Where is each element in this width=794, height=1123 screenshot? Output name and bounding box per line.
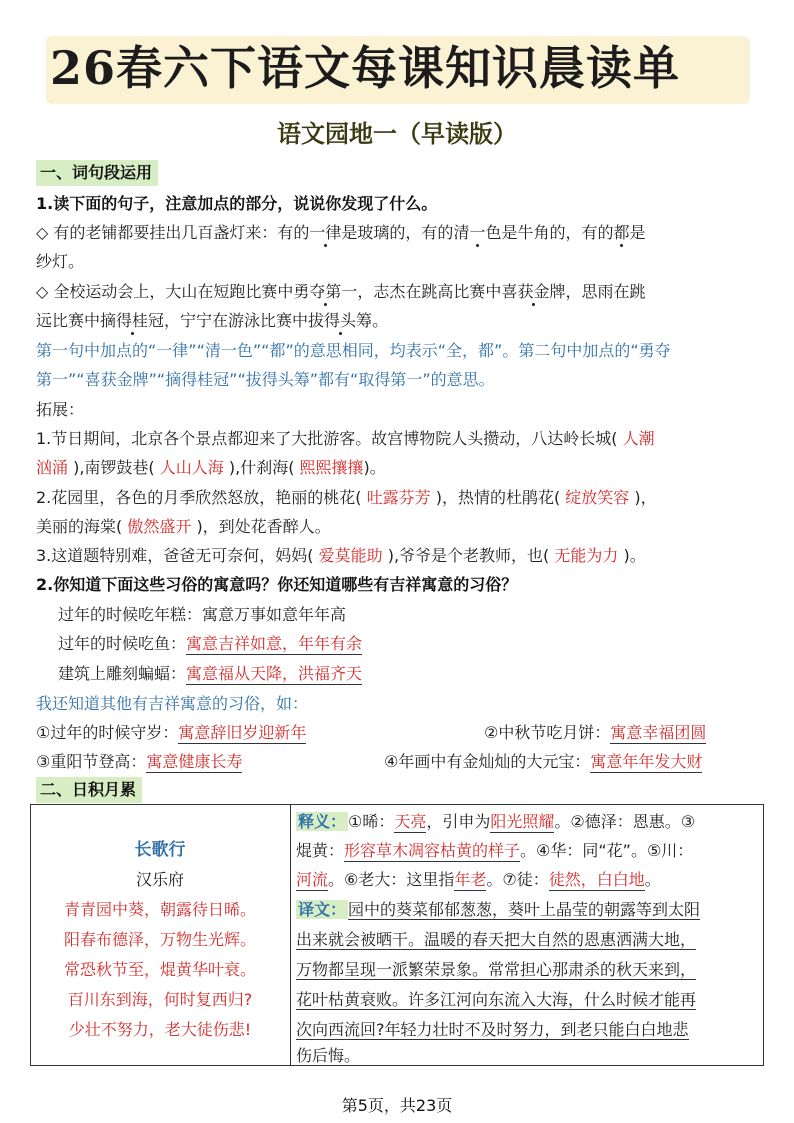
extend-2-line-2 — [36, 513, 760, 541]
question-1: 1.读下面的句子，注意加点的部分，说说你发现了什么。 — [36, 194, 438, 213]
dotted-word: 摘得桂冠 — [100, 311, 165, 330]
text: 焜黄： — [296, 841, 345, 860]
sentence-2-line-2 — [36, 307, 760, 335]
answer-text: 绽放笑容 — [560, 488, 635, 507]
text: 。 — [372, 311, 389, 330]
question-2: 2.你知道下面这些习俗的寓意吗？你还知道哪些有吉祥寓意的习俗？ — [36, 575, 518, 594]
translation-text: 园中的葵菜郁郁葱葱，葵叶上晶莹的朝露等到太阳 — [348, 900, 701, 919]
poem-line: 青青园中葵，朝露待日晞。 — [63, 900, 256, 919]
table-divider — [290, 804, 291, 1066]
custom-value: 寓意吉祥如意，年年有余 — [186, 634, 363, 653]
custom-value: 寓意福从天降，洪福齐天 — [186, 664, 363, 683]
custom-value: 寓意辞旧岁迎新年 — [178, 723, 307, 742]
poem-line: 百川东到海，何时复西归? — [67, 990, 253, 1009]
notes-line-1 — [296, 808, 758, 836]
custom-label: ②中秋节吃月饼： — [484, 723, 611, 742]
text: 是玻璃的，有的 — [341, 223, 454, 242]
text: ，宁宁在游泳比赛中 — [164, 311, 309, 330]
text: ),什刹海( — [228, 458, 295, 477]
translation-line-3 — [296, 956, 758, 984]
note-answer: 阳光照耀 — [490, 812, 555, 831]
translation-line-1 — [296, 896, 758, 924]
note-answer: 天亮 — [394, 812, 427, 831]
custom-value: 寓意年年发大财 — [590, 752, 703, 771]
text: 远比赛中 — [36, 311, 101, 330]
extend-2-line-1 — [36, 484, 760, 512]
dotted-word: 清一色 — [453, 223, 502, 242]
translation-text: 次向西流回?年轻力壮时不及时努力，到老只能白白地悲 — [296, 1020, 689, 1039]
answer-text: 傲然盛开 — [122, 517, 197, 536]
text: 。④华：同“花”。⑤川： — [520, 841, 694, 860]
answer-text: 爱莫能助 — [313, 546, 388, 565]
answer-text: 人山人海 — [154, 458, 229, 477]
text: 。⑥老大：这里指 — [328, 870, 455, 889]
page-number: 第5页，共23页 — [341, 1096, 453, 1115]
custom-label: ④年画中有金灿灿的大元宝： — [384, 752, 591, 771]
translation-line-6 — [296, 1042, 758, 1070]
text: )，到处花香醉人。 — [196, 517, 331, 536]
note-answer: 河流 — [296, 870, 329, 889]
text: 美丽的海棠( — [36, 517, 123, 536]
page-title: 26春六下语文每课知识晨读单 — [50, 41, 681, 95]
notes-tag: 释义： — [298, 812, 347, 831]
text: )。 — [623, 546, 646, 565]
text: ◇ 有的老铺都要挂出几百盏灯来：有的 — [36, 223, 310, 242]
dotted-word: 喜获金牌 — [501, 282, 566, 301]
text: ，引申为 — [426, 812, 491, 831]
text: 。②德泽：恩惠。③ — [554, 812, 696, 831]
text: 是牛角的，有的 — [501, 223, 614, 242]
custom-value: 寓意万事如意年年高 — [202, 605, 347, 624]
note-answer: 徒然，白白地 — [548, 870, 645, 889]
poem-line: 阳春布德泽，万物生光辉。 — [63, 930, 256, 949]
text: )，热情的杜鹃花( — [435, 488, 561, 507]
text: )。 — [363, 458, 386, 477]
text: ),南锣鼓巷( — [68, 458, 155, 477]
custom-value: 寓意健康长寿 — [146, 752, 243, 771]
more-custom-2 — [484, 719, 760, 747]
custom-3 — [58, 660, 758, 688]
translation-text: 伤后悔。 — [296, 1046, 361, 1065]
extend-1-line-1 — [36, 425, 760, 453]
answer-text: 人潮 — [617, 429, 655, 448]
extend-label: 拓展： — [36, 400, 85, 419]
more-customs-intro: 我还知道其他有吉祥寓意的习俗，如： — [36, 694, 309, 713]
notes-line-3 — [296, 866, 758, 894]
dotted-word: 一律 — [309, 223, 342, 242]
custom-1 — [58, 601, 758, 629]
answer-text: 无能为力 — [549, 546, 624, 565]
custom-value: 寓意幸福团圆 — [610, 723, 707, 742]
note-answer: 年老 — [454, 870, 487, 889]
more-custom-4 — [384, 748, 760, 776]
translation-text: 万物都呈现一派繁荣景象。常常担心那肃杀的秋天来到， — [296, 960, 697, 979]
text: 3.这道题特别难，爸爸无可奈何，妈妈( — [36, 546, 314, 565]
text: )， — [634, 488, 657, 507]
more-custom-3 — [36, 748, 376, 776]
text: ①晞： — [348, 812, 395, 831]
poem-line: 常恐秋节至，焜黄华叶衰。 — [63, 960, 256, 979]
custom-2 — [58, 630, 758, 658]
answer-line-2: 第一”“喜获金牌”“摘得桂冠”“拔得头筹”都有“取得第一”的意思。 — [36, 370, 495, 389]
dotted-word: 都 — [613, 223, 630, 242]
page-subtitle: 语文园地一（早读版） — [277, 120, 517, 148]
more-custom-1 — [36, 719, 396, 747]
answer-text: 吐露芬芳 — [361, 488, 436, 507]
sentence-2-line-1 — [36, 278, 760, 306]
custom-label: 建筑上雕刻蝙蝠： — [58, 664, 187, 683]
text: 。 — [644, 870, 661, 889]
answer-text: 汹涌 — [36, 458, 69, 477]
poem-author: 汉乐府 — [135, 870, 184, 889]
dotted-word: 拔得头筹 — [308, 311, 373, 330]
translation-line-5 — [296, 1016, 758, 1044]
extend-1-line-2 — [36, 454, 760, 482]
translation-text: 花叶枯黄衰败。许多江河向东流入大海，什么时候才能再 — [296, 990, 697, 1009]
answer-line-1: 第一句中加点的“一律”“清一色”“都”的意思相同，均表示“全，都”。第二句中加点的“勇夺 — [36, 341, 671, 360]
dotted-word: 勇夺第一 — [293, 282, 358, 301]
text: ),爷爷是个老教师，也( — [387, 546, 550, 565]
text: ，思雨在跳 — [565, 282, 646, 301]
note-answer: 形容草木凋容枯黄的样子 — [344, 841, 521, 860]
text: 2.花园里，各色的月季欣然怒放，艳丽的桃花( — [36, 488, 362, 507]
section-heading-2: 二、日积月累 — [36, 777, 142, 803]
text: ，志杰在跳高比赛中 — [357, 282, 502, 301]
custom-label: ①过年的时候守岁： — [36, 723, 179, 742]
translation-tag: 译文： — [298, 900, 347, 919]
translation-text: 出来就会被晒干。温暖的春天把大自然的恩惠洒满大地， — [296, 930, 697, 949]
sentence-1-line-1 — [36, 219, 760, 247]
custom-label: 过年的时候吃年糕： — [58, 605, 203, 624]
poem-line: 少壮不努力，老大徒伤悲! — [68, 1020, 252, 1039]
custom-label: 过年的时候吃鱼： — [58, 634, 187, 653]
poem-title: 长歌行 — [134, 840, 186, 860]
text: ◇ 全校运动会上，大山在短跑比赛中 — [36, 282, 294, 301]
answer-text: 熙熙攘攘 — [294, 458, 364, 477]
notes-line-2 — [296, 837, 758, 865]
section-heading-1: 一、词句段运用 — [36, 160, 158, 186]
custom-label: ③重阳节登高： — [36, 752, 147, 771]
extend-3 — [36, 542, 760, 570]
text: 1.节日期间，北京各个景点都迎来了大批游客。故宫博物院人头攒动，八达岭长城( — [36, 429, 618, 448]
text: 。⑦徒： — [486, 870, 549, 889]
translation-line-4 — [296, 986, 758, 1014]
sentence-1-line-2: 纱灯。 — [36, 252, 85, 271]
text: 是 — [629, 223, 646, 242]
translation-line-2 — [296, 926, 758, 954]
